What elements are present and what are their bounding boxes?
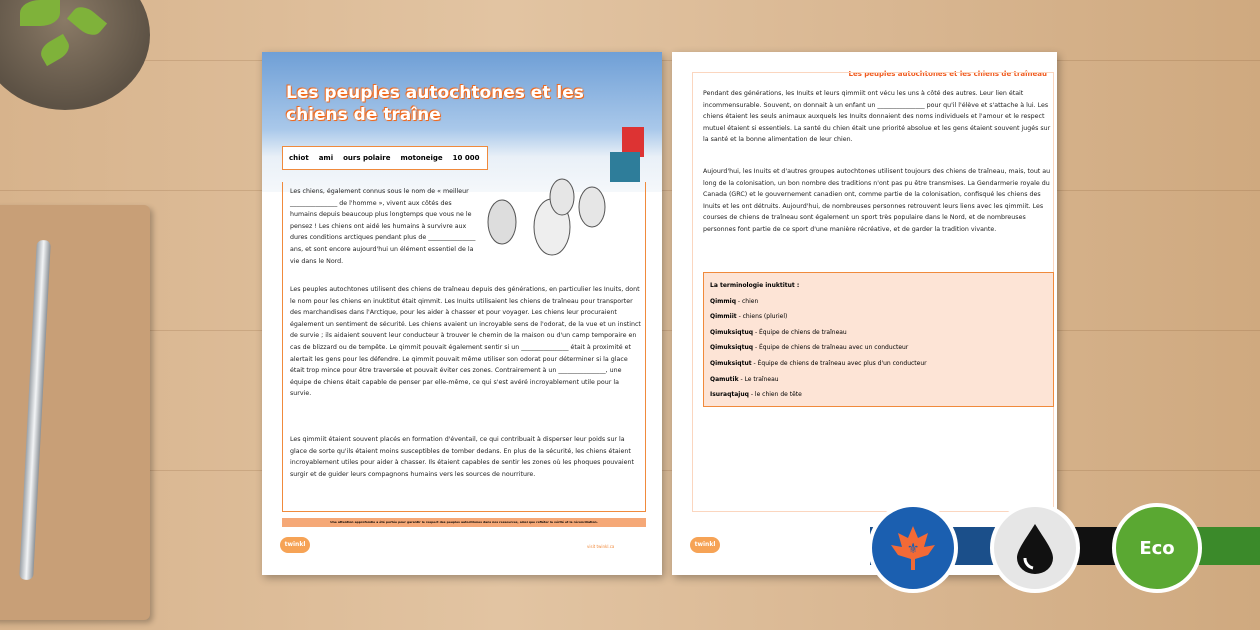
eco-badge: [1112, 503, 1202, 593]
word-bank-item: 10 000: [452, 154, 480, 162]
svg-text:⚜: ⚜: [906, 541, 920, 557]
term-row: Qimmiq - chien: [710, 297, 759, 305]
canada-maple-leaf-badge: [868, 503, 958, 593]
paragraph: Les peuples autochtones utilisent des chiens de traîneau depuis des générations, en particulier les Inuits, dont le nom pour les chiens en inuktitut était qimmit. Les Inuits utilisaient les chiens de traîneau pour transporter des marchandises dans l'Arctique, pour les aider à chasser et pour voyager. Les chiens leur procuraient également un sentiment de sécurité. Les chiens avaient un incroyable sens de l'odorat, de la vue et un instinct de survie ; ils aidaient souvent leur conducteur à trouver le chemin de la maison ou d'un camp temporaire en cas de blizzard ou de tempête. Le qimmit pouvait également sentir si un _______________ était à proximité et alertait les gens pour les défendre. Le qimmit pouvait même utiliser son odorat pour déterminer si la glace était trop mince pour être traversée et pouvait éviter ces zones. Contrairement à un _______________, une équipe de chiens était capable de penser par elle-même, ce qui s'est avéré incroyablement utile pour la survie.: [290, 286, 641, 398]
site-link: visit twinkl.ca: [587, 544, 615, 549]
worksheet-page-1: [262, 52, 662, 575]
potted-plant: [0, 0, 150, 110]
word-bank: [282, 146, 488, 170]
paragraph: Pendant des générations, les Inuits et leurs qimmiit ont vécu les uns à côté des autres. Leur lien était incommensurable. Souvent, on donnait à un enfant un _______________ pour qu'il l'élève et s'attache à lui. Les chiens étaient les seuls animaux auxquels les Inuits donnaient des noms individuels et l'amour et le respect mutuel étaient si essentiels. La santé du chien était une priorité absolue et les gens étaient souvent jugés sur la santé et la bonne alimentation de leur chien.: [703, 90, 1051, 144]
term-row: Qimuksiqtuq - Équipe de chiens de traîneau avec un conducteur: [710, 344, 909, 352]
word-bank-item: chiot: [289, 154, 309, 162]
word-bank-item: ami: [318, 154, 334, 162]
page-header: Les peuples autochtones et les chiens de traîneau: [848, 70, 1047, 78]
paragraph: Aujourd'hui, les Inuits et d'autres groupes autochtones utilisent toujours des chiens de traîneau, mais, tout au long de la colonisation, un bon nombre des traditions n'ont pas pu être transmises. La Gendarmerie royale du Canada (GRC) et le gouvernement canadien ont, comme partie de la colonisation, confisqué les chiens des Inuits et les ont détruits. Aujourd'hui, de nombreuses personnes retrouvent leurs liens avec les qimmiit. Les courses de chiens de traîneau sont également un sport très populaire dans le Nord, et de nombreuses personnes font partie de ce sport d'une manière récréative, et de garder la tradition vivante.: [703, 168, 1051, 233]
footer-note: Une attention approfondie a été portée pour garantir le respect des peuples autochtones dans nos ressources, ainsi que refléter la vérité et la réconciliation.: [282, 518, 646, 527]
term-row: Qamutik - Le traîneau: [710, 375, 779, 383]
term-row: Qimuksiqtuq - Équipe de chiens de traîneau: [710, 328, 847, 336]
word-bank-item: motoneige: [400, 154, 443, 162]
twinkl-logo: twinkl: [690, 537, 720, 553]
paragraph: Les qimmiit étaient souvent placés en formation d'éventail, ce qui contribuait à disperser leur poids sur la glace de sorte qu'ils étaient moins susceptibles de tomber dedans. En plus de la sécurité, les chiens étaient incroyablement utiles pour aider à chasser. Ils étaient capables de sentir les zones où les phoques pouvaient surgir et de guider leurs compagnons humains vers les sources de nourriture.: [290, 436, 634, 478]
ink-drop-icon: [1015, 522, 1055, 574]
word-bank-item: ours polaire: [343, 154, 391, 162]
ink-saver-badge: [990, 503, 1080, 593]
terminology-box: [703, 272, 1054, 407]
terminology-title: La terminologie inuktitut :: [710, 282, 800, 289]
maple-leaf-icon: [888, 523, 938, 573]
term-row: Isuraqtajuq - le chien de tête: [710, 391, 802, 399]
page-title: Les peuples autochtones et les chiens de traîne: [286, 83, 584, 125]
worksheet-page-2: [672, 52, 1057, 575]
eco-label: Eco: [1139, 537, 1175, 559]
term-row: Qimuksiqtut - Équipe de chiens de traîneau avec plus d'un conducteur: [710, 359, 927, 367]
twinkl-logo: twinkl: [280, 537, 310, 553]
term-row: Qimmiit - chiens (pluriel): [710, 313, 788, 321]
paragraph: Les chiens, également connus sous le nom de « meilleur _______________ de l'homme », vivent aux côtés des humains depuis beaucoup plus longtemps que vous ne le pensez ! Les chiens ont aidé les humains à survivre aux dures conditions arctiques pendant plus de _______________ ans, et sont encore aujourd'hui un élément essentiel de la vie dans le Nord.: [290, 188, 476, 265]
